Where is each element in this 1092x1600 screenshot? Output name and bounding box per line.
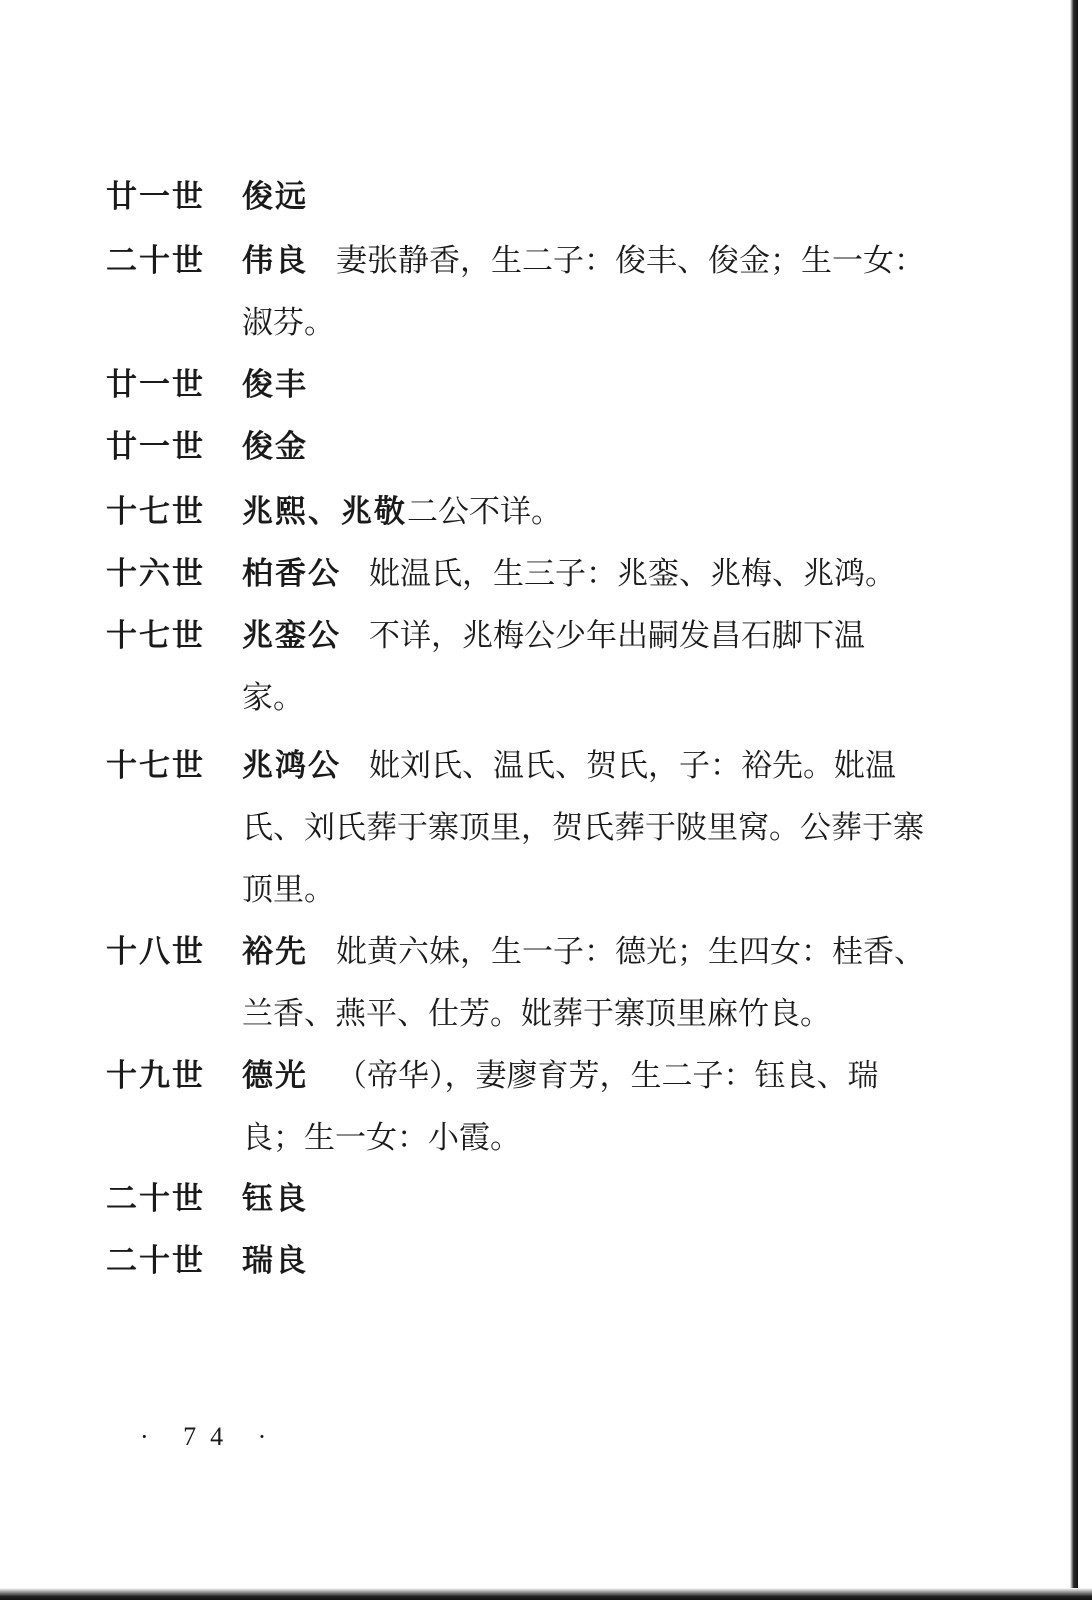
entry-text: 妣黄六妹，生一子：德光；生四女：桂香、兰香、燕平、仕芳。妣葬于寨顶里麻竹良。: [242, 934, 925, 1032]
genealogy-entry: [106, 1230, 926, 1292]
generation-label: 十七世: [106, 748, 205, 784]
person-name: 兆熙、兆敬: [242, 494, 407, 530]
generation-label: 十六世: [106, 556, 205, 592]
entry-text: 妣刘氏、温氏、贺氏，子：裕先。妣温氏、刘氏葬于寨顶里，贺氏葬于陂里窝。公葬于寨顶里。: [242, 748, 924, 908]
genealogy-entry: [106, 921, 926, 1045]
genealogy-entry: [106, 230, 926, 354]
generation-label: 十七世: [106, 494, 205, 530]
entry-text: （帝华），妻廖育芳，生二子：钰良、瑞良；生一女：小霞。: [242, 1058, 879, 1156]
person-name: 瑞良: [242, 1243, 308, 1279]
genealogy-entry: [106, 543, 926, 605]
genealogy-entry: [106, 481, 926, 543]
entry-text: 妻张静香，生二子：俊丰、俊金；生一女：淑芬。: [242, 243, 925, 341]
entry-text: 妣温氏，生三子：兆銮、兆梅、兆鸿。: [369, 556, 896, 592]
generation-label: 廿一世: [106, 367, 205, 403]
entry-text: 二公不详。: [407, 494, 562, 530]
genealogy-entry: [106, 605, 926, 729]
person-name: 裕先: [242, 934, 308, 970]
person-name: 俊金: [242, 429, 308, 465]
genealogy-entry: [106, 354, 926, 416]
page-number: · 74 ·: [140, 1422, 281, 1451]
genealogy-entry: [106, 1168, 926, 1230]
page-edge-right: [1070, 0, 1078, 1600]
generation-label: 廿一世: [106, 429, 205, 465]
person-name: 德光: [242, 1058, 308, 1094]
generation-label: 十八世: [106, 934, 205, 970]
generation-label: 二十世: [106, 1181, 205, 1217]
entry-text: 不详，兆梅公少年出嗣发昌石脚下温家。: [242, 618, 865, 716]
person-name: 兆銮公: [242, 618, 341, 654]
person-name: 伟良: [242, 243, 308, 279]
genealogy-entry: [106, 735, 926, 921]
generation-label: 二十世: [106, 243, 205, 279]
genealogy-entry: [106, 166, 926, 228]
person-name: 钰良: [242, 1181, 308, 1217]
generation-label: 十七世: [106, 618, 205, 654]
genealogy-entry: [106, 416, 926, 478]
person-name: 俊丰: [242, 367, 308, 403]
generation-label: 二十世: [106, 1243, 205, 1279]
generation-label: 廿一世: [106, 179, 205, 215]
person-name: 俊远: [242, 179, 308, 215]
page-edge-bottom: [0, 1588, 1092, 1600]
person-name: 兆鸿公: [242, 748, 341, 784]
person-name: 柏香公: [242, 556, 341, 592]
genealogy-entry: [106, 1045, 926, 1169]
generation-label: 十九世: [106, 1058, 205, 1094]
